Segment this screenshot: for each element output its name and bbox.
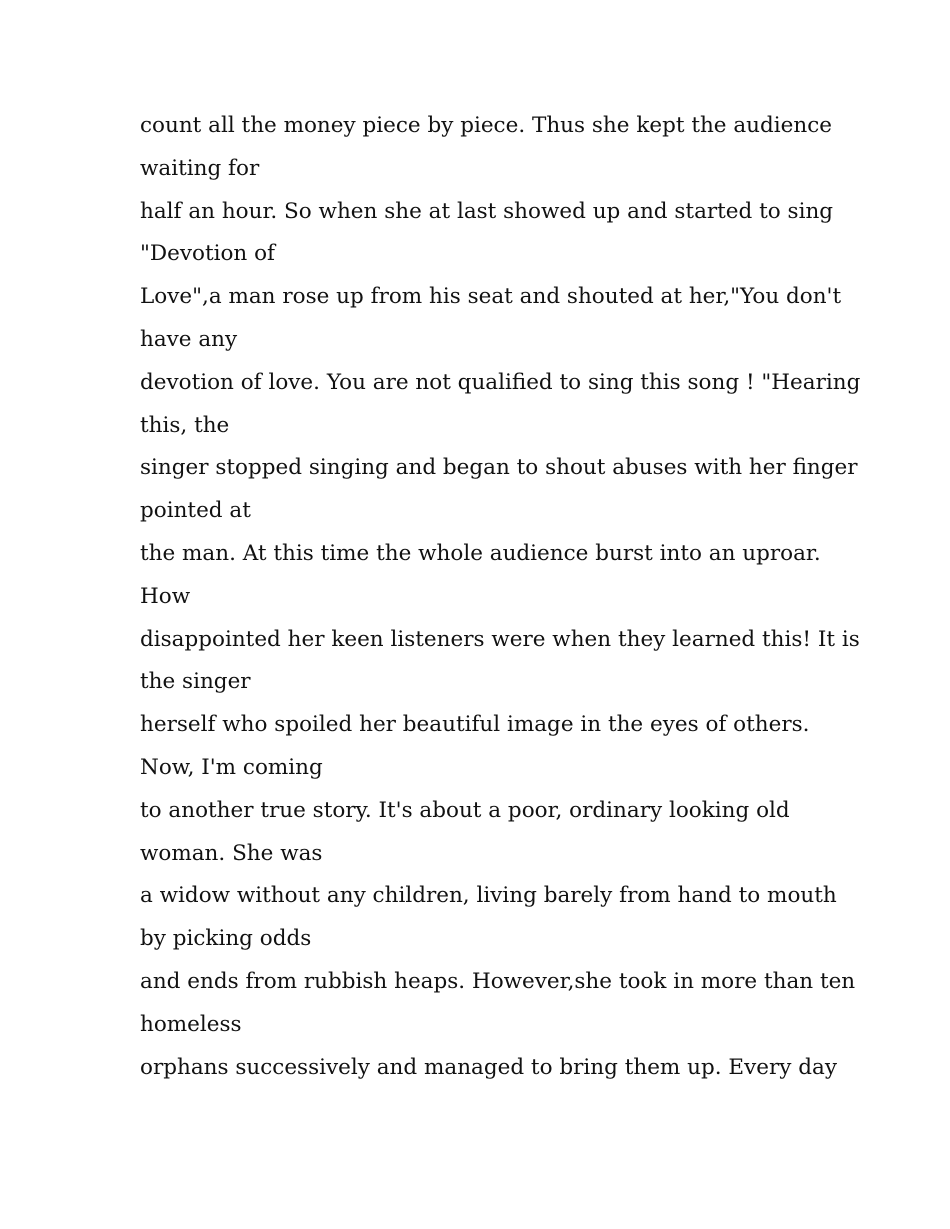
text-line: a widow without any children, living barely from hand to mouth [140,883,837,909]
text-line: the singer [140,669,251,695]
text-line: and ends from rubbish heaps. However,she took in more than ten [140,968,856,994]
text-line: this, the [140,412,230,438]
text-line: Now, I'm coming [140,754,323,780]
text-line: "Devotion of [140,241,275,267]
text-line: by picking odds [140,926,312,952]
text-line: half an hour. So when she at last showed up and started to sing [140,198,834,224]
text-line: herself who spoiled her beautiful image in the eyes of others. [140,712,810,738]
text-line: the man. At this time the whole audience burst into an uproar. [140,540,821,566]
text-line: orphans successively and managed to bring them up. Every day [140,1054,837,1080]
text-line: How [140,583,191,609]
text-line: to another true story. It's about a poor, ordinary looking old [140,797,790,823]
text-line: waiting for [140,155,260,181]
text-line: count all the money piece by piece. Thus she kept the audience [140,113,832,138]
text-line: singer stopped singing and began to shout abuses with her finger [140,455,858,481]
text-line: have any [140,326,238,352]
text-line: homeless [140,1011,242,1037]
text-line: woman. She was [140,840,323,866]
text-line: Love",a man rose up from his seat and shouted at her,"You don't [140,284,842,310]
text-line: disappointed her keen listeners were when they learned this! It is [140,626,860,652]
body-text [140,105,861,1089]
text-line: pointed at [140,498,251,524]
text-line: devotion of love. You are not qualified to sing this song ! "Hearing [140,369,861,395]
